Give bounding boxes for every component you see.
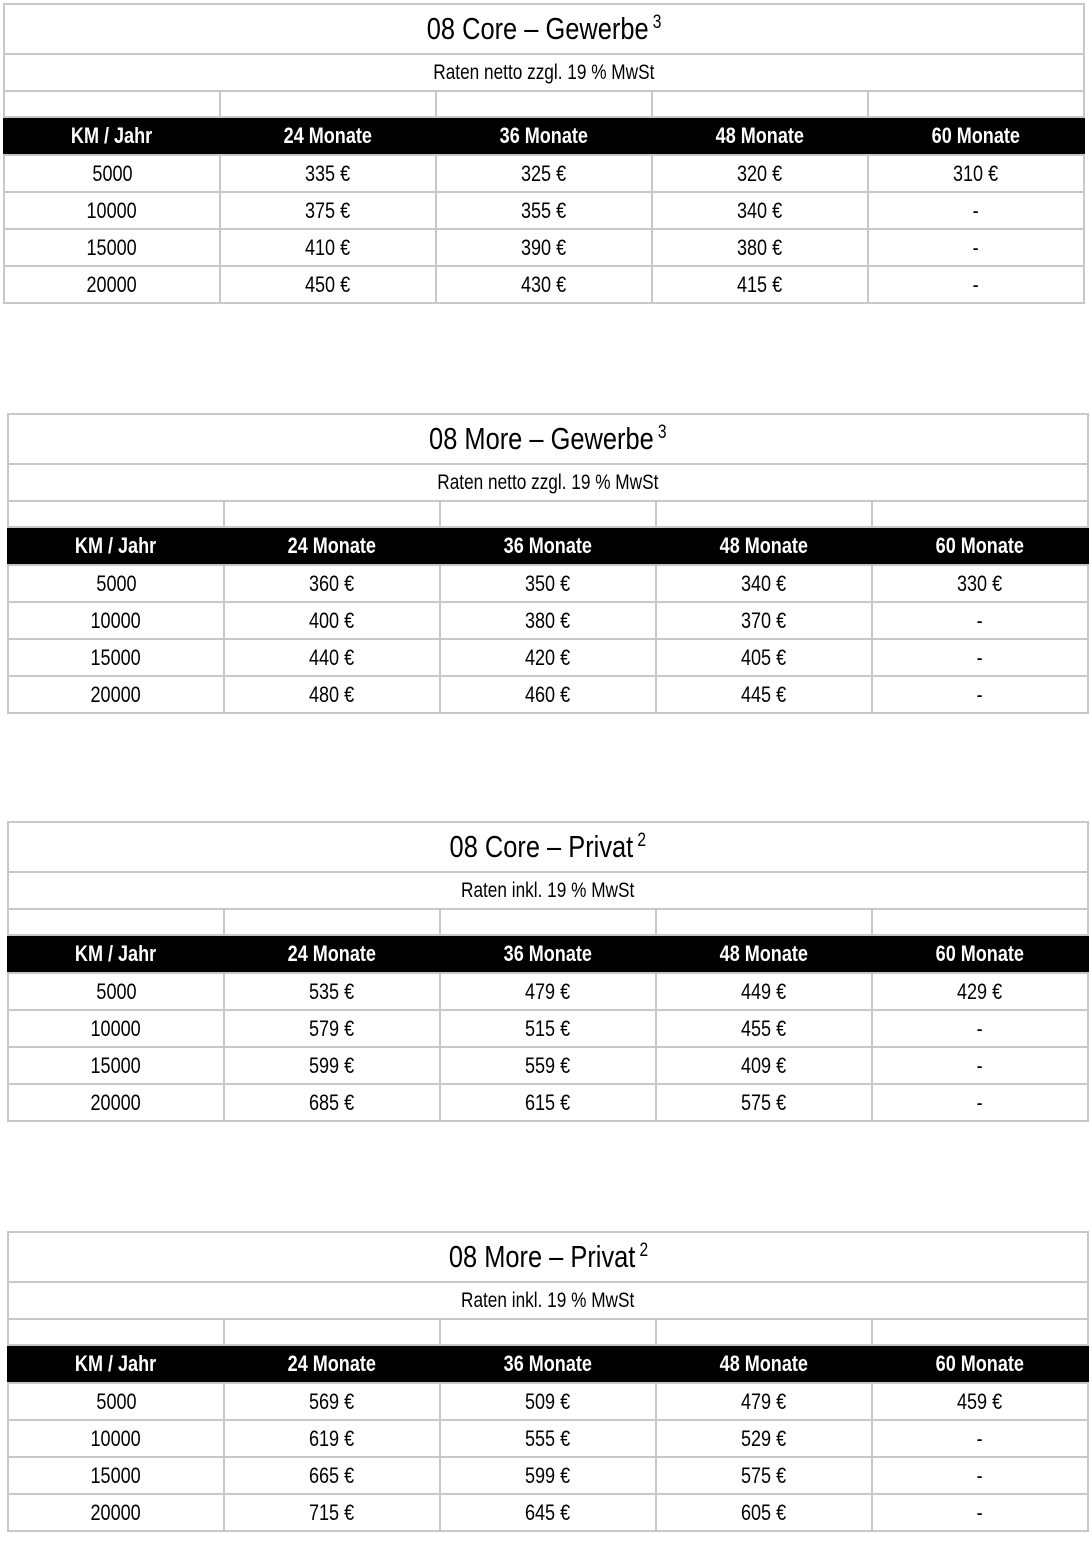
column-header xyxy=(656,935,872,973)
price-value: 715 € xyxy=(309,1499,355,1525)
km-value: 15000 xyxy=(90,1462,142,1488)
column-header xyxy=(656,1345,872,1383)
km-cell xyxy=(8,565,224,602)
table-row xyxy=(8,1084,1088,1121)
subtitle-row xyxy=(4,54,1084,91)
table-title-cell xyxy=(8,1232,1088,1282)
price-cell xyxy=(652,192,868,229)
price-cell xyxy=(224,1084,440,1121)
column-header xyxy=(440,935,656,973)
table-subtitle-cell xyxy=(8,1282,1088,1319)
km-cell xyxy=(8,676,224,713)
price-cell xyxy=(440,1383,656,1420)
price-cell xyxy=(220,155,436,192)
price-cell xyxy=(656,1457,872,1494)
empty-cell xyxy=(224,909,440,935)
column-header xyxy=(652,117,868,155)
header-row xyxy=(8,1345,1088,1383)
price-cell xyxy=(224,639,440,676)
price-cell xyxy=(656,1010,872,1047)
price-value: 415 € xyxy=(737,271,783,297)
price-value: 440 € xyxy=(309,644,355,670)
price-cell xyxy=(224,973,440,1010)
km-value: 20000 xyxy=(90,1499,142,1525)
price-cell xyxy=(436,266,652,303)
km-value: 5000 xyxy=(95,570,137,596)
empty-cell xyxy=(656,501,872,527)
column-header-label: KM / Jahr xyxy=(75,533,157,558)
column-header xyxy=(440,527,656,565)
price-cell xyxy=(872,1383,1088,1420)
km-value: 20000 xyxy=(90,681,142,707)
empty-cell xyxy=(220,91,436,117)
column-header xyxy=(872,527,1088,565)
km-value: 10000 xyxy=(90,1425,142,1451)
price-value: 605 € xyxy=(741,1499,787,1525)
price-cell xyxy=(224,565,440,602)
column-header xyxy=(656,527,872,565)
column-header-label: 24 Monate xyxy=(287,941,377,966)
km-cell xyxy=(4,266,220,303)
table-row xyxy=(8,1420,1088,1457)
price-cell xyxy=(872,973,1088,1010)
km-cell xyxy=(8,639,224,676)
table-title-cell xyxy=(8,414,1088,464)
price-value: - xyxy=(977,1425,984,1451)
empty-row xyxy=(4,91,1084,117)
footnote-marker: 2 xyxy=(637,830,647,851)
price-cell xyxy=(872,565,1088,602)
km-value: 10000 xyxy=(86,197,138,223)
price-value: - xyxy=(977,1015,984,1041)
empty-row xyxy=(8,909,1088,935)
price-value: 599 € xyxy=(309,1052,355,1078)
price-value: 450 € xyxy=(305,271,351,297)
price-value: 559 € xyxy=(525,1052,571,1078)
km-value: 5000 xyxy=(95,978,137,1004)
table-row xyxy=(8,602,1088,639)
subtitle-row xyxy=(8,1282,1088,1319)
column-header xyxy=(4,117,220,155)
price-cell xyxy=(868,192,1084,229)
price-cell xyxy=(656,1047,872,1084)
price-cell xyxy=(440,1084,656,1121)
price-cell xyxy=(652,155,868,192)
table-row xyxy=(4,155,1084,192)
price-cell xyxy=(656,1084,872,1121)
km-value: 20000 xyxy=(90,1089,142,1115)
km-value: 10000 xyxy=(90,607,142,633)
column-header-label: KM / Jahr xyxy=(75,941,157,966)
km-cell xyxy=(8,1457,224,1494)
price-table xyxy=(7,1231,1089,1532)
subtitle-row xyxy=(8,464,1088,501)
price-value: 330 € xyxy=(957,570,1003,596)
column-header-label: 48 Monate xyxy=(719,941,809,966)
empty-row xyxy=(8,1319,1088,1345)
price-cell xyxy=(220,266,436,303)
column-header xyxy=(220,117,436,155)
empty-cell xyxy=(4,91,220,117)
table-title-text: 08 Core – Gewerbe xyxy=(426,11,649,46)
price-cell xyxy=(656,1420,872,1457)
empty-cell xyxy=(656,909,872,935)
price-value: 619 € xyxy=(309,1425,355,1451)
km-value: 10000 xyxy=(90,1015,142,1041)
table-title xyxy=(429,421,666,457)
empty-cell xyxy=(8,501,224,527)
price-value: - xyxy=(972,197,979,223)
column-header-label: 60 Monate xyxy=(935,1351,1025,1376)
table-row xyxy=(8,676,1088,713)
price-value: - xyxy=(977,1499,984,1525)
price-value: - xyxy=(977,1089,984,1115)
column-header-label: 36 Monate xyxy=(503,533,593,558)
price-cell xyxy=(872,676,1088,713)
price-cell xyxy=(436,229,652,266)
price-value: 400 € xyxy=(309,607,355,633)
table-title xyxy=(427,11,662,47)
price-cell xyxy=(220,229,436,266)
km-cell xyxy=(8,973,224,1010)
empty-cell xyxy=(868,91,1084,117)
column-header xyxy=(868,117,1084,155)
table-row xyxy=(8,1457,1088,1494)
table-title-text: 08 More – Gewerbe xyxy=(429,421,654,456)
price-cell xyxy=(656,565,872,602)
table-subtitle: Raten inkl. 19 % MwSt xyxy=(461,1288,635,1312)
price-value: 535 € xyxy=(309,978,355,1004)
price-cell xyxy=(656,676,872,713)
price-cell xyxy=(656,1494,872,1531)
table-row xyxy=(8,565,1088,602)
empty-cell xyxy=(224,501,440,527)
price-value: 555 € xyxy=(525,1425,571,1451)
table-subtitle: Raten inkl. 19 % MwSt xyxy=(461,878,635,902)
column-header-label: 48 Monate xyxy=(715,123,805,148)
price-cell xyxy=(872,1010,1088,1047)
price-value: 429 € xyxy=(957,978,1003,1004)
column-header-label: 36 Monate xyxy=(503,1351,593,1376)
price-cell xyxy=(440,1010,656,1047)
table-title-text: 08 Core – Privat xyxy=(449,829,634,864)
table-title xyxy=(450,829,646,865)
table-row xyxy=(4,229,1084,266)
empty-row xyxy=(8,501,1088,527)
price-cell xyxy=(872,1457,1088,1494)
price-cell xyxy=(868,266,1084,303)
column-header xyxy=(224,527,440,565)
table-subtitle-cell xyxy=(8,464,1088,501)
price-value: 449 € xyxy=(741,978,787,1004)
empty-cell xyxy=(652,91,868,117)
price-cell xyxy=(436,155,652,192)
table-row xyxy=(8,1383,1088,1420)
price-table xyxy=(3,3,1085,304)
price-cell xyxy=(440,973,656,1010)
table-subtitle-cell xyxy=(8,872,1088,909)
km-cell xyxy=(8,1010,224,1047)
price-value: 569 € xyxy=(309,1388,355,1414)
column-header-label: 60 Monate xyxy=(935,533,1025,558)
table-row xyxy=(8,973,1088,1010)
table-row xyxy=(8,1010,1088,1047)
price-value: 509 € xyxy=(525,1388,571,1414)
price-value: 460 € xyxy=(525,681,571,707)
price-cell xyxy=(224,602,440,639)
price-value: 575 € xyxy=(741,1462,787,1488)
subtitle-row xyxy=(8,872,1088,909)
column-header-label: 24 Monate xyxy=(287,1351,377,1376)
price-cell xyxy=(440,1457,656,1494)
column-header xyxy=(8,527,224,565)
km-cell xyxy=(8,1084,224,1121)
title-row xyxy=(8,414,1088,464)
title-row xyxy=(8,822,1088,872)
price-cell xyxy=(872,639,1088,676)
price-value: 410 € xyxy=(305,234,351,260)
km-value: 15000 xyxy=(90,644,142,670)
price-cell xyxy=(440,1420,656,1457)
price-cell xyxy=(440,676,656,713)
price-value: 420 € xyxy=(525,644,571,670)
table-row xyxy=(8,639,1088,676)
price-cell xyxy=(872,1420,1088,1457)
price-table xyxy=(7,413,1089,714)
column-header xyxy=(224,1345,440,1383)
column-header xyxy=(436,117,652,155)
km-cell xyxy=(8,602,224,639)
price-cell xyxy=(656,602,872,639)
price-value: 575 € xyxy=(741,1089,787,1115)
column-header-label: 36 Monate xyxy=(499,123,589,148)
price-value: 479 € xyxy=(525,978,571,1004)
price-value: 645 € xyxy=(525,1499,571,1525)
footnote-marker: 2 xyxy=(638,1240,648,1261)
empty-cell xyxy=(8,1319,224,1345)
empty-cell xyxy=(872,1319,1088,1345)
price-value: 615 € xyxy=(525,1089,571,1115)
table-row xyxy=(4,192,1084,229)
header-row xyxy=(8,527,1088,565)
column-header-label: 48 Monate xyxy=(719,1351,809,1376)
price-cell xyxy=(652,266,868,303)
price-cell xyxy=(440,639,656,676)
table-title xyxy=(448,1239,647,1275)
price-value: 355 € xyxy=(521,197,567,223)
price-table xyxy=(7,821,1089,1122)
price-cell xyxy=(872,602,1088,639)
price-cell xyxy=(220,192,436,229)
price-cell xyxy=(872,1084,1088,1121)
price-value: 340 € xyxy=(737,197,783,223)
empty-cell xyxy=(440,501,656,527)
km-cell xyxy=(4,229,220,266)
header-row xyxy=(4,117,1084,155)
price-value: 375 € xyxy=(305,197,351,223)
column-header xyxy=(8,1345,224,1383)
table-subtitle: Raten netto zzgl. 19 % MwSt xyxy=(433,60,655,84)
empty-cell xyxy=(8,909,224,935)
column-header-label: 60 Monate xyxy=(931,123,1021,148)
km-value: 20000 xyxy=(86,271,138,297)
title-row xyxy=(4,4,1084,54)
price-value: 529 € xyxy=(741,1425,787,1451)
price-value: 579 € xyxy=(309,1015,355,1041)
empty-cell xyxy=(440,1319,656,1345)
price-value: 390 € xyxy=(521,234,567,260)
km-value: 5000 xyxy=(91,160,133,186)
price-value: - xyxy=(977,1462,984,1488)
price-value: - xyxy=(976,644,983,670)
empty-cell xyxy=(656,1319,872,1345)
price-value: - xyxy=(977,1052,984,1078)
km-cell xyxy=(4,192,220,229)
price-cell xyxy=(224,1047,440,1084)
price-value: 340 € xyxy=(741,570,787,596)
price-cell xyxy=(872,1494,1088,1531)
empty-cell xyxy=(872,501,1088,527)
price-cell xyxy=(224,1010,440,1047)
table-row xyxy=(4,266,1084,303)
km-value: 15000 xyxy=(86,234,138,260)
price-cell xyxy=(224,1494,440,1531)
footnote-marker: 3 xyxy=(658,422,667,443)
price-value: 360 € xyxy=(309,570,355,596)
km-value: 5000 xyxy=(95,1388,137,1414)
price-value: 409 € xyxy=(741,1052,787,1078)
column-header xyxy=(224,935,440,973)
column-header-label: 24 Monate xyxy=(287,533,377,558)
empty-cell xyxy=(436,91,652,117)
column-header xyxy=(872,1345,1088,1383)
table-title-text: 08 More – Privat xyxy=(448,1239,635,1274)
price-cell xyxy=(440,565,656,602)
km-cell xyxy=(8,1420,224,1457)
table-row xyxy=(8,1047,1088,1084)
price-cell xyxy=(656,639,872,676)
table-title-cell xyxy=(4,4,1084,54)
price-cell xyxy=(440,1494,656,1531)
price-cell xyxy=(868,155,1084,192)
price-value: - xyxy=(976,681,983,707)
price-value: 445 € xyxy=(741,681,787,707)
column-header xyxy=(440,1345,656,1383)
column-header-label: KM / Jahr xyxy=(71,123,153,148)
price-cell xyxy=(872,1047,1088,1084)
price-cell xyxy=(440,602,656,639)
price-value: 599 € xyxy=(525,1462,571,1488)
price-value: 325 € xyxy=(521,160,567,186)
price-cell xyxy=(224,1420,440,1457)
price-cell xyxy=(224,1383,440,1420)
price-value: 430 € xyxy=(521,271,567,297)
table-title-cell xyxy=(8,822,1088,872)
price-cell xyxy=(440,1047,656,1084)
km-cell xyxy=(8,1494,224,1531)
table-subtitle: Raten netto zzgl. 19 % MwSt xyxy=(437,470,659,494)
price-cell xyxy=(224,676,440,713)
price-value: 320 € xyxy=(737,160,783,186)
column-header-label: 36 Monate xyxy=(503,941,593,966)
title-row xyxy=(8,1232,1088,1282)
footnote-marker: 3 xyxy=(652,12,662,33)
price-value: 380 € xyxy=(525,607,571,633)
column-header-label: 24 Monate xyxy=(283,123,373,148)
column-header-label: 60 Monate xyxy=(935,941,1025,966)
price-cell xyxy=(656,1383,872,1420)
price-value: 459 € xyxy=(957,1388,1003,1414)
column-header xyxy=(8,935,224,973)
price-value: 380 € xyxy=(737,234,783,260)
km-cell xyxy=(8,1383,224,1420)
price-value: 515 € xyxy=(525,1015,571,1041)
header-row xyxy=(8,935,1088,973)
price-value: - xyxy=(976,607,983,633)
km-value: 15000 xyxy=(90,1052,142,1078)
km-cell xyxy=(4,155,220,192)
price-cell xyxy=(656,973,872,1010)
table-row xyxy=(8,1494,1088,1531)
price-value: 685 € xyxy=(309,1089,355,1115)
price-cell xyxy=(224,1457,440,1494)
price-value: 479 € xyxy=(741,1388,787,1414)
price-value: 310 € xyxy=(953,160,999,186)
price-cell xyxy=(436,192,652,229)
price-value: 335 € xyxy=(305,160,351,186)
price-value: 480 € xyxy=(309,681,355,707)
km-cell xyxy=(8,1047,224,1084)
price-value: 455 € xyxy=(741,1015,787,1041)
price-value: - xyxy=(972,234,979,260)
empty-cell xyxy=(440,909,656,935)
price-value: 370 € xyxy=(741,607,787,633)
table-subtitle-cell xyxy=(4,54,1084,91)
price-value: 405 € xyxy=(741,644,787,670)
price-cell xyxy=(652,229,868,266)
empty-cell xyxy=(872,909,1088,935)
empty-cell xyxy=(224,1319,440,1345)
column-header-label: KM / Jahr xyxy=(75,1351,157,1376)
price-value: 665 € xyxy=(309,1462,355,1488)
price-value: 350 € xyxy=(525,570,571,596)
column-header-label: 48 Monate xyxy=(719,533,809,558)
price-value: - xyxy=(972,271,979,297)
column-header xyxy=(872,935,1088,973)
price-cell xyxy=(868,229,1084,266)
